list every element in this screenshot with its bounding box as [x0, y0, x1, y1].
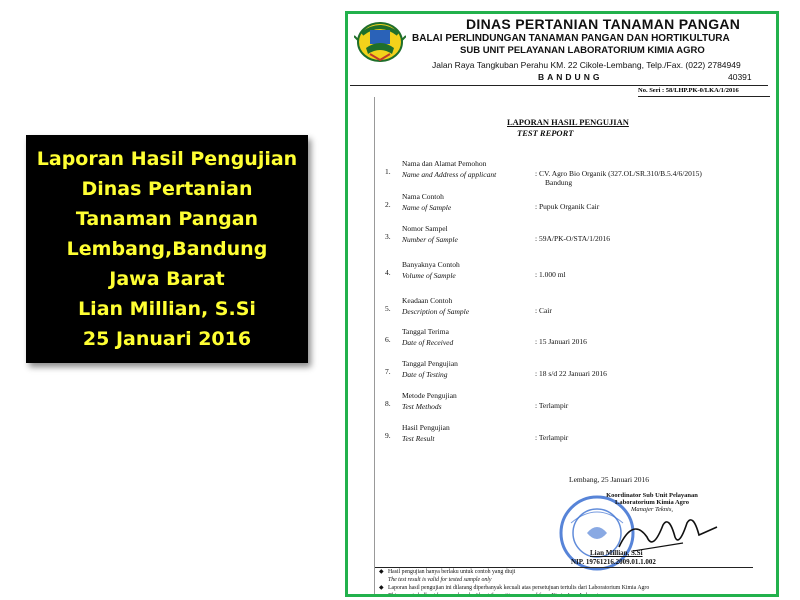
field-value: : 18 s/d 22 Januari 2016 — [535, 369, 607, 378]
caption-line-3: Tanaman Pangan — [75, 208, 259, 230]
caption-line-1: Laporan Hasil Pengujian — [36, 148, 298, 170]
place-date: Lembang, 25 Januari 2016 — [569, 475, 649, 484]
footnote-2 — [379, 585, 649, 591]
footnote-1-text: Hasil pengujian hanya berlaku untuk contoh yang diuji — [388, 569, 516, 575]
field-sample-name — [375, 192, 753, 222]
caption-line-4: Lembang,Bandung — [66, 238, 268, 260]
signatory-name: Lian Millian, S.Si — [590, 549, 643, 557]
city: BANDUNG — [538, 72, 603, 82]
field-value: : Cair — [535, 306, 552, 315]
signatory-nip: NIP. 19761216.2009.01.1.002 — [571, 558, 656, 566]
field-label: Nama dan Alamat Pemohon — [402, 159, 487, 168]
field-label: Banyaknya Contoh — [402, 260, 460, 269]
field-value: : 15 Januari 2016 — [535, 337, 587, 346]
footnote-2-text: Laporan hasil pengujian ini dilarang diperbanyak kecuali atas persetujuan tertulis dari Laboratorium Kimia Agro — [388, 585, 650, 591]
letterhead-divider — [350, 85, 768, 86]
field-sample-volume — [375, 260, 753, 290]
field-number: 7. — [385, 367, 391, 376]
field-label: Nama Contoh — [402, 192, 444, 201]
field-label-en: Volume of Sample — [402, 271, 456, 280]
field-test-methods — [375, 391, 753, 421]
field-value: : Terlampir — [535, 401, 569, 410]
field-date-testing — [375, 359, 753, 389]
letterhead — [348, 14, 776, 100]
field-label-en: Test Methods — [402, 402, 442, 411]
agency-name: DINAS PERTANIAN TANAMAN PANGAN — [466, 16, 741, 32]
field-number: 6. — [385, 335, 391, 344]
caption-line-5: Jawa Barat — [109, 268, 225, 290]
field-value-line2: Bandung — [545, 178, 573, 187]
caption-line-2: Dinas Pertanian — [81, 178, 253, 200]
footnote-1-en — [388, 577, 491, 583]
emblem-logo-icon — [354, 16, 406, 64]
field-label-en: Date of Received — [402, 338, 454, 347]
report-title: LAPORAN HASIL PENGUJIAN — [507, 117, 629, 127]
signatory-title-1: Koordinator Sub Unit Pelayanan — [606, 492, 698, 499]
report-page — [374, 97, 753, 597]
field-value: : 1.000 ml — [535, 270, 566, 279]
unit-name: BALAI PERLINDUNGAN TANAMAN PANGAN DAN HORTIKULTURA — [412, 33, 730, 44]
field-label: Metode Pengujian — [402, 391, 457, 400]
field-label: Nomor Sampel — [402, 224, 448, 233]
field-number: 3. — [385, 232, 391, 241]
field-value: : Pupuk Organik Cair — [535, 202, 600, 211]
document-frame — [345, 11, 779, 597]
footnote-2-en — [388, 593, 606, 597]
field-test-result — [375, 423, 753, 453]
signatory-title-3: Manajer Teknis, — [630, 506, 673, 513]
field-label: Keadaan Contoh — [402, 296, 453, 305]
bullet-icon: ◆ — [379, 585, 384, 591]
field-number: 1. — [385, 167, 391, 176]
caption-line-7: 25 Januari 2016 — [82, 328, 252, 350]
postcode: 40391 — [728, 72, 752, 82]
field-label: Hasil Pengujian — [402, 423, 450, 432]
footnote-2-en-text: This report shall not be reproduced without the written approval from Kimia Agro Laboratory — [388, 593, 606, 597]
field-label-en: Name of Sample — [402, 203, 452, 212]
field-applicant — [375, 159, 753, 189]
field-value: : CV. Agro Bio Organik (327.OL/SR.310/B.5.4/6/2015) — [535, 169, 702, 178]
address: Jalan Raya Tangkuban Perahu KM. 22 Cikole-Lembang, Telp./Fax. (022) 2784949 — [432, 60, 741, 70]
field-sample-description — [375, 296, 753, 326]
footnote-1-en-text: The test result is valid for tested sample only — [388, 577, 492, 583]
field-number: 9. — [385, 431, 391, 440]
field-number: 2. — [385, 200, 391, 209]
lab-name: SUB UNIT PELAYANAN LABORATORIUM KIMIA AGRO — [460, 45, 705, 56]
footnote-1 — [379, 569, 515, 575]
caption-box — [26, 135, 308, 363]
field-label-en: Name and Address of applicant — [402, 170, 497, 179]
report-subtitle: TEST REPORT — [517, 128, 574, 138]
field-label-en: Number of Sample — [402, 235, 458, 244]
field-date-received — [375, 327, 753, 357]
field-number: 8. — [385, 399, 391, 408]
footer-divider — [375, 567, 753, 568]
field-sample-number — [375, 224, 753, 254]
bullet-icon: ◆ — [379, 569, 384, 575]
field-label-en: Description of Sample — [402, 307, 470, 316]
field-label-en: Test Result — [402, 434, 435, 443]
field-label: Tanggal Pengujian — [402, 359, 458, 368]
field-value: : Terlampir — [535, 433, 569, 442]
field-value: : 59A/PK-O/STA/1/2016 — [535, 234, 611, 243]
serial-number: No. Seri : 58/LHP.PK-0/LKA/1/2016 — [638, 87, 739, 94]
field-number: 4. — [385, 268, 391, 277]
field-label: Tanggal Terima — [402, 327, 449, 336]
caption-line-6: Lian Millian, S.Si — [78, 298, 256, 320]
field-label-en: Date of Testing — [402, 370, 448, 379]
signatory-title-2: Laboratorium Kimia Agro — [615, 499, 689, 506]
field-number: 5. — [385, 304, 391, 313]
